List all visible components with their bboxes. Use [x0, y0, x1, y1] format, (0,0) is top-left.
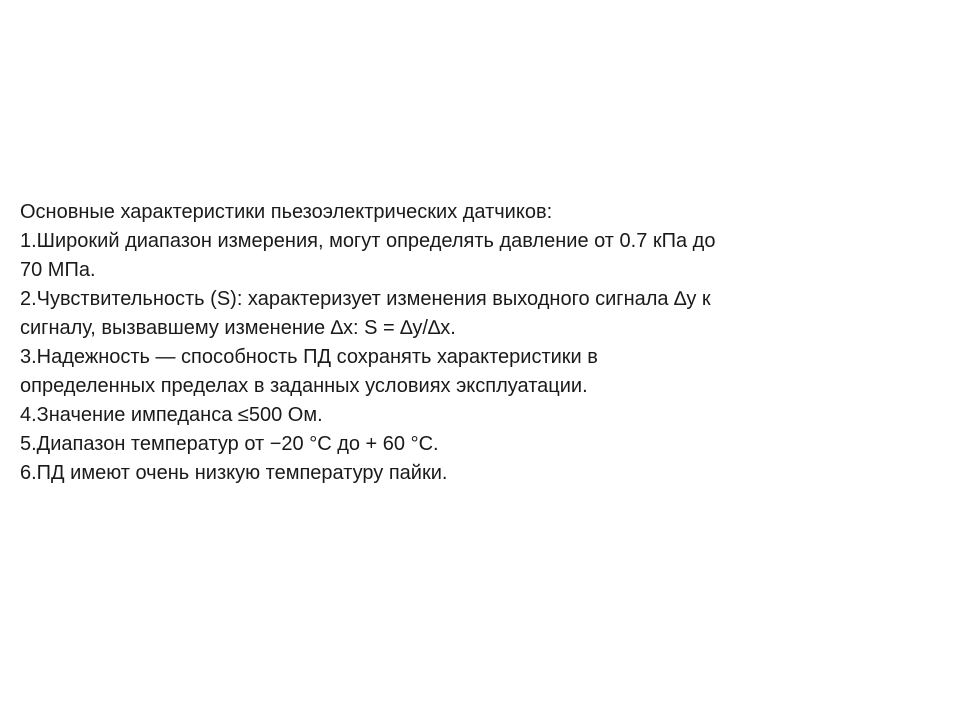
item-1-line-1: 1.Широкий диапазон измерения, могут определять давление от 0.7 кПа до: [20, 230, 716, 252]
item-3-line-2: определенных пределах в заданных условиях эксплуатации.: [20, 375, 588, 397]
item-2-line-2: сигналу, вызвавшему изменение ∆х: S = ∆у/∆х.: [20, 317, 456, 339]
item-2-line-1: 2.Чувствительность (S): характеризует изменения выходного сигнала ∆у к: [20, 288, 711, 310]
item-3-line-1: 3.Надежность — способность ПД сохранять характеристики в: [20, 346, 598, 368]
characteristics-text: [20, 198, 920, 488]
heading-line: Основные характеристики пьезоэлектрических датчиков:: [20, 201, 553, 223]
item-1-line-2: 70 МПа.: [20, 259, 96, 281]
item-5-line: 5.Диапазон температур от −20 °С до + 60 °С.: [20, 433, 439, 455]
item-6-line: 6.ПД имеют очень низкую температуру пайки.: [20, 462, 448, 484]
item-4-line: 4.Значение импеданса ≤500 Ом.: [20, 404, 323, 426]
